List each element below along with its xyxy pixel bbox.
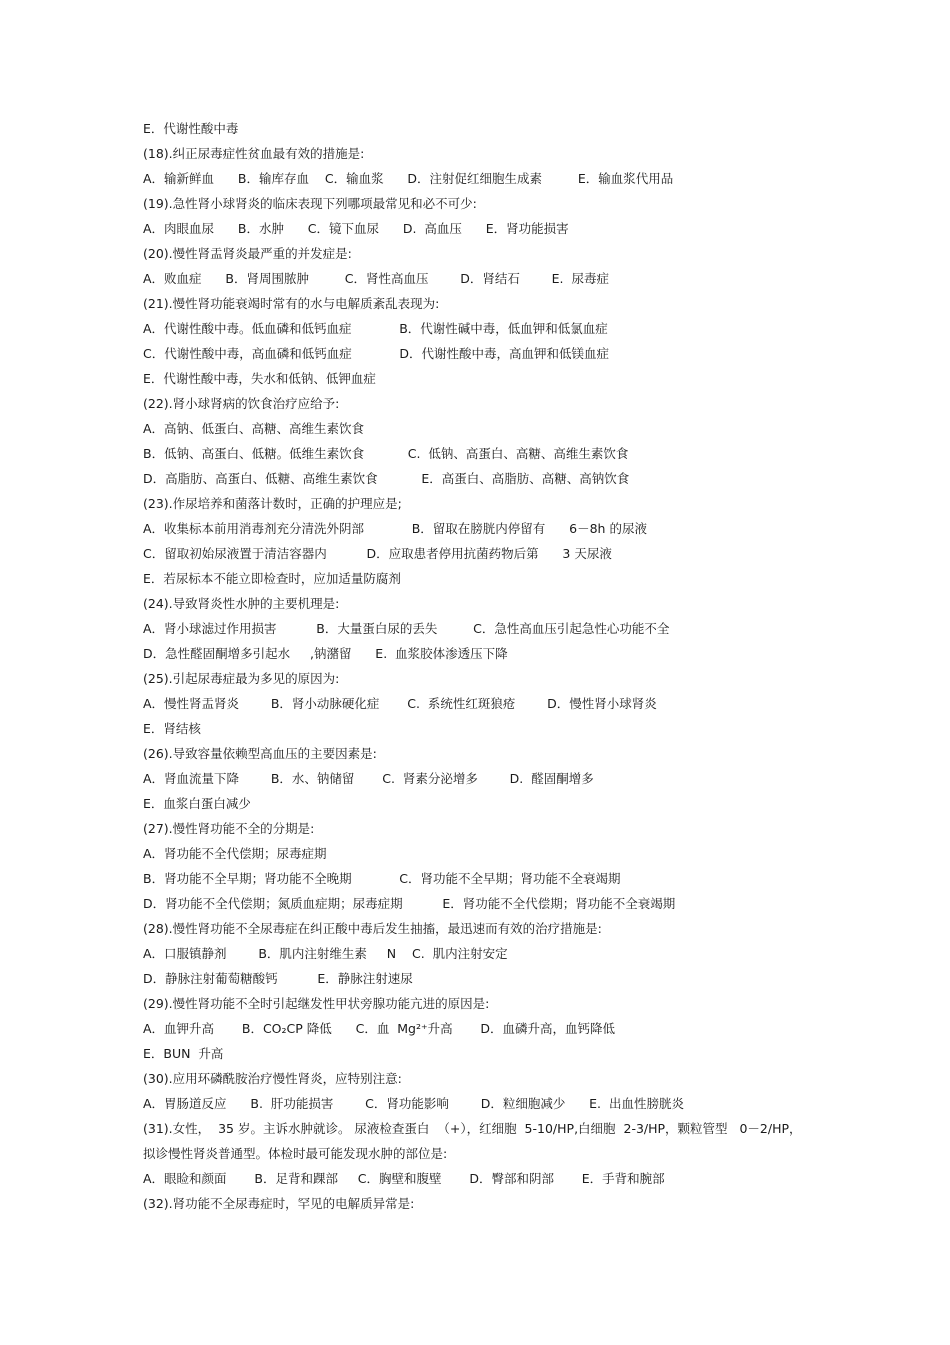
question-stem: (28).慢性肾功能不全尿毒症在纠正酸中毒后发生抽搐，最迅速而有效的治疗措施是: bbox=[143, 921, 602, 936]
question-stem: (22).肾小球肾病的饮食治疗应给予: bbox=[143, 396, 340, 411]
answer-options: A．眼睑和颜面 B．足背和踝部 C．胸壁和腹壁 D．臀部和阴部 E．手背和腕部 bbox=[143, 1171, 665, 1186]
answer-options: D．静脉注射葡萄糖酸钙 E．静脉注射速尿 bbox=[143, 971, 413, 986]
answer-options: E．BUN 升高 bbox=[143, 1046, 224, 1061]
answer-options: A．胃肠道反应 B. 肝功能损害 C．肾功能影响 D．粒细胞减少 E. 出血性膀胱炎 bbox=[143, 1096, 684, 1111]
answer-options: D．急性醛固酮增多引起水 ,钠潴留 E. 血浆胶体渗透压下降 bbox=[143, 646, 508, 661]
answer-options: A．输新鲜血 B．输库存血 C．输血浆 D．注射促红细胞生成素 E．输血浆代用品 bbox=[143, 171, 674, 186]
question-stem: (23).作尿培养和菌落计数时，正确的护理应是; bbox=[143, 496, 402, 511]
answer-options: A．肉眼血尿 B．水肿 C．镜下血尿 D. 高血压 E．肾功能损害 bbox=[143, 221, 569, 236]
answer-options: E．肾结核 bbox=[143, 721, 201, 736]
question-stem: (32).肾功能不全尿毒症时，罕见的电解质异常是: bbox=[143, 1196, 415, 1211]
answer-options: A．血钾升高 B．CO₂CP 降低 C．血 Mg²⁺升高 D．血磷升高，血钙降低 bbox=[143, 1021, 616, 1036]
answer-options: E．血浆白蛋白减少 bbox=[143, 796, 251, 811]
question-stem: (30).应用环磷酰胺治疗慢性肾炎，应特别注意: bbox=[143, 1071, 402, 1086]
answer-options: A．代谢性酸中毒。低血磷和低钙血症 B．代谢性碱中毒，低血钾和低氯血症 bbox=[143, 321, 608, 336]
answer-options: B．肾功能不全早期；肾功能不全晚期 C．肾功能不全早期；肾功能不全衰竭期 bbox=[143, 871, 621, 886]
answer-options: C．留取初始尿液置于清洁容器内 D．应取患者停用抗菌药物后第 3 天尿液 bbox=[143, 546, 612, 561]
question-stem: (27).慢性肾功能不全的分期是: bbox=[143, 821, 315, 836]
answer-options: C．代谢性酸中毒，高血磷和低钙血症 D．代谢性酸中毒，高血钾和低镁血症 bbox=[143, 346, 610, 361]
question-stem: (19).急性肾小球肾炎的临床表现下列哪项最常见和必不可少: bbox=[143, 196, 477, 211]
answer-options: E．若尿标本不能立即检查时，应加适量防腐剂 bbox=[143, 571, 401, 586]
answer-options: A．收集标本前用消毒剂充分清洗外阴部 B．留取在膀胱内停留有 6－8h 的尿液 bbox=[143, 521, 647, 536]
question-stem: (24).导致肾炎性水肿的主要机理是: bbox=[143, 596, 340, 611]
text-line: E．代谢性酸中毒 bbox=[143, 121, 239, 136]
question-stem: (25).引起尿毒症最为多见的原因为: bbox=[143, 671, 340, 686]
question-stem: (20).慢性肾盂肾炎最严重的并发症是: bbox=[143, 246, 352, 261]
answer-options: D．肾功能不全代偿期；氮质血症期；尿毒症期 E．肾功能不全代偿期；肾功能不全衰竭期 bbox=[143, 896, 676, 911]
answer-options: A．肾血流量下降 B．水、钠储留 C. 肾素分泌增多 D. 醛固酮增多 bbox=[143, 771, 594, 786]
question-stem: (26).导致容量依赖型高血压的主要因素是: bbox=[143, 746, 377, 761]
answer-options: A．口服镇静剂 B．肌内注射维生素 N C. 肌内注射安定 bbox=[143, 946, 508, 961]
answer-options: A．高钠、低蛋白、高糖、高维生素饮食 bbox=[143, 421, 365, 436]
answer-options: B．低钠、高蛋白、低糖。低维生素饮食 C. 低钠、高蛋白、高糖、高维生素饮食 bbox=[143, 446, 629, 461]
question-stem: (21).慢性肾功能衰竭时常有的水与电解质紊乱表现为: bbox=[143, 296, 440, 311]
answer-options: D．高脂肪、高蛋白、低糖、高维生素饮食 E．高蛋白、高脂肪、高糖、高钠饮食 bbox=[143, 471, 630, 486]
question-stem: (29).慢性肾功能不全时引起继发性甲状旁腺功能亢进的原因是: bbox=[143, 996, 490, 1011]
question-stem: (31).女性， 35 岁。主诉水肿就诊。 尿液检查蛋白 （+），红细胞 5-10/HP,白细胞 2-3/HP，颗粒管型 0－2/HP， bbox=[143, 1121, 802, 1136]
answer-options: E．代谢性酸中毒，失水和低钠、低钾血症 bbox=[143, 371, 376, 386]
question-stem: (18).纠正尿毒症性贫血最有效的措施是: bbox=[143, 146, 365, 161]
answer-options: A．肾小球滤过作用损害 B．大量蛋白尿的丢失 C．急性高血压引起急性心功能不全 bbox=[143, 621, 670, 636]
question-stem-continued: 拟诊慢性肾炎普通型。体检时最可能发现水肿的部位是: bbox=[143, 1146, 448, 1161]
answer-options: A．败血症 B．肾周围脓肿 C．肾性高血压 D．肾结石 E. 尿毒症 bbox=[143, 271, 609, 286]
answer-options: A．肾功能不全代偿期；尿毒症期 bbox=[143, 846, 327, 861]
question-list bbox=[143, 119, 863, 1219]
answer-options: A．慢性肾盂肾炎 B．肾小动脉硬化症 C. 系统性红斑狼疮 D．慢性肾小球肾炎 bbox=[143, 696, 657, 711]
